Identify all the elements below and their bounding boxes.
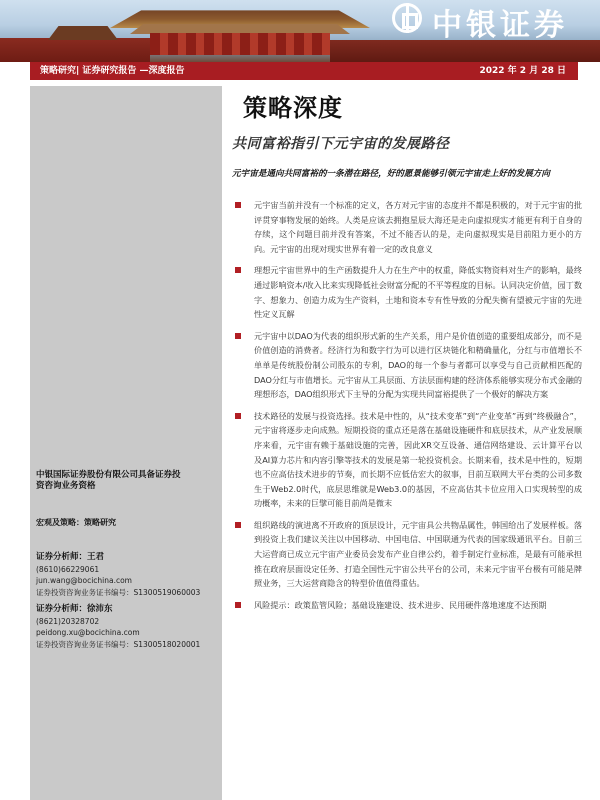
analyst-card <box>36 552 200 598</box>
page-title: 策略深度 <box>243 94 343 122</box>
bullet-item <box>232 409 582 511</box>
report-category-bar <box>30 62 578 80</box>
bullet-text: 理想元宇宙世界中的生产函数提升人力在生产中的权重，降低实物资料对生产的影响，最终通过影响资本/收入比来实现降低社会财富分配的不平等程度的目标。认同决定价值，园丁数字、想象力、创造力成为生产资料，土地和资本专有性导致的分配失衡有望被元宇宙的先进性定义瓦解 <box>254 265 582 320</box>
bullet-text: 组织路线的演进离不开政府的顶层设计，元宇宙具公共物品属性，韩国给出了发展样板。落到投资上我们建议关注以中国移动、中国电信、中国联通为代表的国家级通讯平台。目前三大运营商已成立元宇宙产业委员会发布产业自律公约，着手制定行业标准，是最有可能承担推在政府层面设定任务、打造全国性元宇宙公共平台的公司，未来元宇宙平台极有可能是牌照业务，三大运营商隐含的特型价值值得重估。 <box>254 519 582 589</box>
analyst-email[interactable]: peidong.xu@bocichina.com <box>36 628 140 637</box>
bullet-square-icon <box>235 333 241 339</box>
header-banner <box>0 0 600 62</box>
banner-wall-left <box>0 38 150 62</box>
analyst-cert: 证券投资咨询业务证书编号：S1300518020001 <box>36 639 201 649</box>
sidebar-org: 中银国际证券股份有限公司具备证券投资咨询业务资格 <box>36 470 181 492</box>
bullet-item <box>232 263 582 321</box>
bullet-item <box>232 198 582 256</box>
banner-tower <box>48 26 118 40</box>
sidebar-track: 宏观及策略：策略研究 <box>36 518 116 527</box>
bullet-square-icon <box>235 522 241 528</box>
analyst-email[interactable]: jun.wang@bocichina.com <box>36 576 132 585</box>
bullet-text: 元宇宙当前并没有一个标准的定义，各方对元宇宙的态度并不都是积极的，对于元宇宙的批评贯穿事物发展的始终。人类是应该去拥抱星辰大海还是走向虚拟现实才能更有利于自身的存续，这个问题目前并没有答案，不过不能否认的是，走向虚拟现实是目前阻力更小的方向。元宇宙的出现对现实世界有着一定的改良意义 <box>254 200 582 254</box>
bullet-item <box>232 329 582 402</box>
bullet-square-icon <box>235 202 241 208</box>
bullet-item <box>232 598 582 613</box>
bullet-square-icon <box>235 267 241 273</box>
analyst-name: 证券分析师：王君 <box>36 552 105 562</box>
brand-logo-text: 中银证券 <box>432 8 568 43</box>
analyst-card <box>36 604 200 650</box>
bullet-item <box>232 518 582 591</box>
report-date: 2022 年 2 月 28 日 <box>479 66 566 76</box>
bullet-text: 技术路径的发展与投资选择。技术是中性的，从“技术变革”到“产业变革”再到“终极融合”，元宇宙将逐步走向成熟。短期投资的重点还是落在基础设施硬件和底层技术，从产业发展顺序来看，元宇宙有赖于基础设施的完善，因此XR交互设备、通信网络建设、云计算平台以及AI算力芯片和内容引擎等技术的发展是第一轮投资机会。长期来看，技术是中性的，短期也不应高估技术进步的节奏，而长期不应低估宏大的叙事，目前互联网大平台类的公司多数生于Web2.0时代，底层思维就是Web3.0的基因，不应高估其卡位应用入口实现转型的成功概率，未来的巨擘可能目前尚是微末 <box>254 410 582 509</box>
bank-of-china-logo-icon <box>392 3 422 33</box>
sidebar <box>30 86 222 800</box>
analyst-name: 证券分析师：徐沛东 <box>36 604 113 614</box>
bullet-text: 元宇宙中以DAO为代表的组织形式新的生产关系，用户是价值创造的重要组成部分，而不是价值创造的消费者。经济行为和数字行为可以进行区块链化和精确量化，分红与市值增长不单单是传统股份制公司股东的专利，DAO的每一个参与者都可以享受与自己贡献相匹配的DAO分红与市值增长。元宇宙从工具层面、方法层面构建的经济体系能够实现分布式金融的理想形态，DAO组织形式下主导的分配为实现共同富裕提供了一个极好的解决方案 <box>254 330 582 400</box>
bullet-square-icon <box>235 602 241 608</box>
analyst-phone: (8610)66229061 <box>36 564 100 574</box>
intro-summary: 元宇宙是通向共同富裕的一条潜在路径，好的愿景能够引领元宇宙走上好的发展方向 <box>232 169 550 179</box>
page-subtitle: 共同富裕指引下元宇宙的发展路径 <box>232 136 450 152</box>
analyst-cert: 证券投资咨询业务证书编号：S1300519060003 <box>36 587 201 597</box>
analyst-phone: (8621)20328702 <box>36 616 100 626</box>
banner-palace-hall <box>150 33 330 55</box>
bullet-square-icon <box>235 413 241 419</box>
report-category: 策略研究| 证券研究报告 —深度报告 <box>40 66 185 76</box>
bullet-list <box>232 198 582 619</box>
bullet-text: 风险提示：政策监管风险；基础设施建设、技术进步、民用硬件落地速度不达预期 <box>254 599 547 610</box>
